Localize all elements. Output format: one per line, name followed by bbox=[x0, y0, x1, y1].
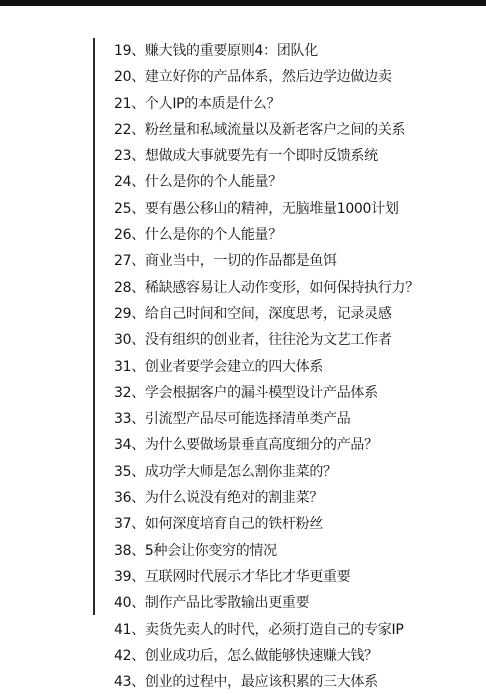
list-item: 30、没有组织的创业者，往往沦为文艺工作者 bbox=[114, 332, 392, 349]
list-item: 37、如何深度培育自己的铁杆粉丝 bbox=[114, 516, 324, 533]
list-item: 20、建立好你的产品体系，然后边学边做边卖 bbox=[114, 69, 392, 86]
list-item: 27、商业当中，一切的作品都是鱼饵 bbox=[114, 253, 337, 270]
list-item: 40、制作产品比零散输出更重要 bbox=[114, 595, 310, 612]
list-item: 42、创业成功后，怎么做能够快速赚大钱？ bbox=[114, 647, 378, 664]
list-item: 31、创业者要学会建立的四大体系 bbox=[114, 358, 324, 375]
list-item: 25、要有愚公移山的精神，无脑堆量1000计划 bbox=[114, 200, 399, 217]
list-item: 19、赚大钱的重要原则4：团队化 bbox=[114, 43, 318, 59]
list-item: 39、互联网时代展示才华比才华更重要 bbox=[114, 568, 351, 585]
list-item: 26、什么是你的个人能量？ bbox=[114, 227, 282, 244]
list-item: 41、卖货先卖人的时代，必须打造自己的专家IP bbox=[114, 621, 404, 638]
list-item: 29、给自己时间和空间，深度思考，记录灵感 bbox=[114, 305, 392, 322]
list-item: 43、创业的过程中，最应该积累的三大体系 bbox=[114, 674, 378, 691]
list-item: 28、稀缺感容易让人动作变形，如何保持执行力？ bbox=[114, 279, 419, 296]
list-item: 38、5种会让你变穷的情况 bbox=[114, 542, 277, 559]
list-item: 35、成功学大师是怎么割你韭菜的？ bbox=[114, 463, 337, 480]
left-margin-rule bbox=[93, 38, 95, 615]
list-item: 23、想做成大事就要先有一个即时反馈系统 bbox=[114, 148, 378, 165]
list-item: 22、粉丝量和私域流量以及新老客户之间的关系 bbox=[114, 121, 406, 138]
list-item: 36、为什么说没有绝对的割韭菜？ bbox=[114, 490, 324, 507]
list-item: 32、学会根据客户的漏斗模型设计产品体系 bbox=[114, 384, 378, 401]
chapter-list bbox=[114, 38, 419, 695]
top-border bbox=[0, 0, 486, 6]
list-item: 34、为什么要做场景垂直高度细分的产品？ bbox=[114, 437, 378, 454]
list-item: 21、个人IP的本质是什么？ bbox=[114, 95, 281, 112]
list-item: 33、引流型产品尽可能选择清单类产品 bbox=[114, 411, 351, 428]
list-item: 24、什么是你的个人能量？ bbox=[114, 174, 282, 191]
